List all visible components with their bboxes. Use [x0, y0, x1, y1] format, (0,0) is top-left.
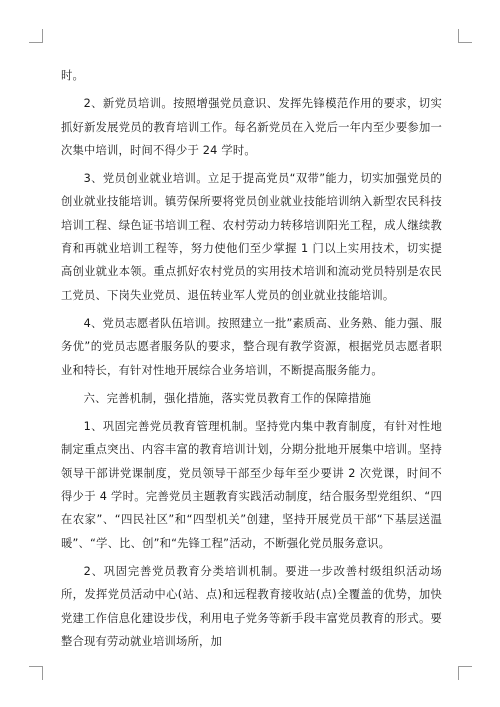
crop-mark-top-right [458, 29, 472, 43]
document-body [61, 64, 442, 658]
paragraph-volunteer-training: 4、党员志愿者队伍培训。按照建立一批”素质高、业务熟、能力强、服务优”的党员志愿者服务队的要求，整合现有教学资源，根据党员志愿者职业和特长，有针对性地开展综合业务培训，不断提高服务能力。 [61, 316, 442, 377]
section-heading-six: 六、完善机制，强化措施，落实党员教育工作的保障措施 [83, 391, 372, 405]
crop-mark-bottom-right [458, 666, 472, 680]
paragraph-new-member-training: 2、新党员培训。按照增强党员意识、发挥先锋模范作用的要求，切实抓好新发展党员的教育培训工作。每名新党员在入党后一年内至少要参加一次集中培训，时间不得少于 24 学时。 [61, 97, 442, 157]
paragraph-continuation: 时。 [61, 69, 84, 82]
paragraph-employment-training: 3、党员创业就业培训。立足于提高党员“双带”能力，切实加强党员的创业就业技能培训。镇劳保所要将党员创业就业技能培训纳入新型农民科技培训工程、绿色证书培训工程、农村劳动力转移培训阳光工程，成人继续教育和再就业培训工程等，努力使他们至少掌握 1 门以上实用技术，切实提高创业就业本领。重点抓好农村党员的实用技术培训和流动党员特别是农民工党员、下岗失业党员、退伍转业军人党员的创业就业技能培训。 [61, 172, 442, 302]
crop-mark-bottom-left [29, 666, 43, 680]
paragraph-management-mechanism: 1、巩固完善党员教育管理机制。坚持党内集中教育制度，有针对性地制定重点突出、内容丰富的教育培训计划，分期分批地开展集中培训。坚持领导干部讲党课制度，党员领导干部至少每年至少要讲 2 次党课，时间不得少于 4 学时。完善党员主题教育实践活动制度，结合服务型党组织、“四在农家”、“四民社区”和“四型机关”创建，坚持开展党员干部“下基层送温暖”、“学、比、创”和“先锋工程”活动，不断强化党员服务意识。 [61, 420, 442, 550]
crop-mark-top-left [29, 29, 43, 43]
paragraph-classified-training: 2、巩固完善党员教育分类培训机制。要进一步改善村级组织活动场所，发挥党员活动中心(站、点)和远程教育接收站(点)全覆盖的优势，加快党建工作信息化建设步伐，利用电子党务等新手段丰富党员教育的形式。要整合现有劳动就业培训场所，加 [61, 564, 442, 648]
